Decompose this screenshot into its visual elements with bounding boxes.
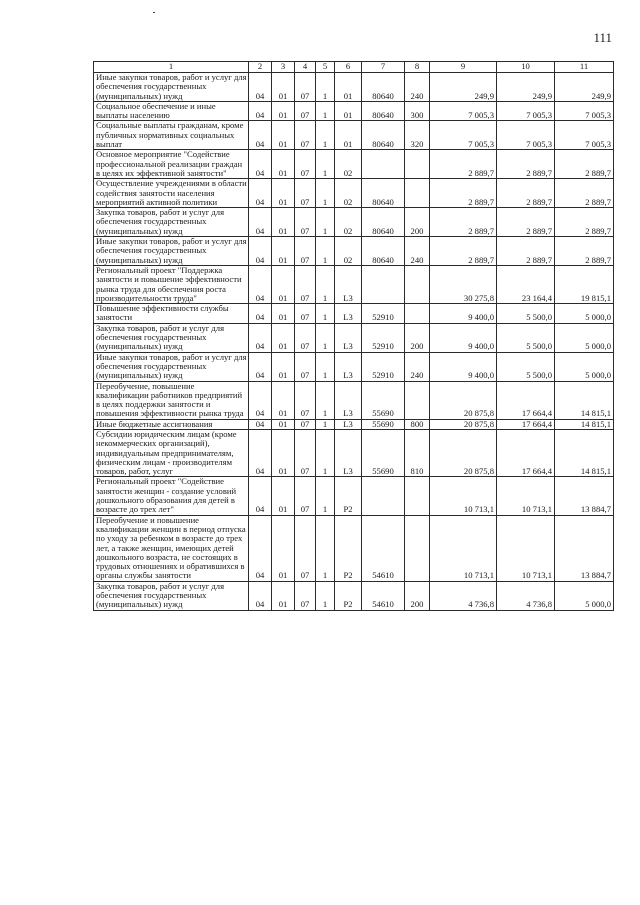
table-row [94, 581, 614, 610]
amount-year-2: 17 664,4 [497, 429, 555, 476]
section-code: 04 [249, 381, 272, 419]
activity-code: L3 [335, 352, 362, 381]
program-code: 07 [295, 419, 316, 429]
column-header: 9 [430, 62, 497, 73]
section-code: 04 [249, 419, 272, 429]
amount-year-1: 2 889,7 [430, 179, 497, 208]
header-row [94, 62, 614, 73]
direction-code [362, 150, 405, 179]
amount-year-3: 5 000,0 [555, 352, 614, 381]
table-row [94, 323, 614, 352]
direction-code: 55690 [362, 381, 405, 419]
subprogram-code: 1 [316, 150, 335, 179]
program-code: 07 [295, 265, 316, 303]
row-name: Социальное обеспечение и иные выплаты населению [94, 101, 249, 121]
amount-year-1: 2 889,7 [430, 237, 497, 266]
scan-speck [153, 12, 155, 13]
subprogram-code: 1 [316, 581, 335, 610]
amount-year-1: 2 889,7 [430, 208, 497, 237]
amount-year-2: 2 889,7 [497, 237, 555, 266]
activity-code: 01 [335, 73, 362, 102]
column-header: 1 [94, 62, 249, 73]
activity-code: L3 [335, 304, 362, 324]
subsection-code: 01 [272, 429, 295, 476]
program-code: 07 [295, 581, 316, 610]
section-code: 04 [249, 304, 272, 324]
table-row [94, 101, 614, 121]
amount-year-1: 2 889,7 [430, 150, 497, 179]
amount-year-1: 30 275,8 [430, 265, 497, 303]
expense-type-code: 320 [405, 121, 430, 150]
table-row [94, 419, 614, 429]
amount-year-3: 14 815,1 [555, 429, 614, 476]
amount-year-3: 13 884,7 [555, 515, 614, 581]
program-code: 07 [295, 477, 316, 515]
program-code: 07 [295, 101, 316, 121]
direction-code: 80640 [362, 101, 405, 121]
amount-year-2: 10 713,1 [497, 515, 555, 581]
subprogram-code: 1 [316, 419, 335, 429]
direction-code: 55690 [362, 419, 405, 429]
program-code: 07 [295, 121, 316, 150]
activity-code: L3 [335, 429, 362, 476]
program-code: 07 [295, 237, 316, 266]
column-header: 7 [362, 62, 405, 73]
row-name: Иные закупки товаров, работ и услуг для обеспечения государственных (муниципальных) нужд [94, 237, 249, 266]
amount-year-1: 9 400,0 [430, 304, 497, 324]
row-name: Социальные выплаты гражданам, кроме публичных нормативных социальных выплат [94, 121, 249, 150]
section-code: 04 [249, 121, 272, 150]
column-header: 4 [295, 62, 316, 73]
amount-year-2: 5 500,0 [497, 304, 555, 324]
section-code: 04 [249, 265, 272, 303]
subprogram-code: 1 [316, 352, 335, 381]
table-row [94, 352, 614, 381]
activity-code: 02 [335, 179, 362, 208]
table-row [94, 477, 614, 515]
subprogram-code: 1 [316, 429, 335, 476]
expense-type-code [405, 304, 430, 324]
subsection-code: 01 [272, 581, 295, 610]
column-header: 8 [405, 62, 430, 73]
expense-type-code: 300 [405, 101, 430, 121]
amount-year-1: 7 005,3 [430, 121, 497, 150]
expense-type-code: 810 [405, 429, 430, 476]
amount-year-3: 2 889,7 [555, 208, 614, 237]
row-name: Закупка товаров, работ и услуг для обеспечения государственных (муниципальных) нужд [94, 208, 249, 237]
activity-code: 02 [335, 237, 362, 266]
program-code: 07 [295, 381, 316, 419]
activity-code: 02 [335, 150, 362, 179]
activity-code: L3 [335, 381, 362, 419]
row-name: Переобучение, повышение квалификации работников предприятий в целях поддержки занятости и повышения эффективности рынка труда [94, 381, 249, 419]
section-code: 04 [249, 101, 272, 121]
table-row [94, 515, 614, 581]
direction-code: 54610 [362, 515, 405, 581]
subsection-code: 01 [272, 381, 295, 419]
column-header: 10 [497, 62, 555, 73]
subprogram-code: 1 [316, 237, 335, 266]
amount-year-2: 5 500,0 [497, 352, 555, 381]
column-header: 2 [249, 62, 272, 73]
subsection-code: 01 [272, 419, 295, 429]
subprogram-code: 1 [316, 477, 335, 515]
amount-year-3: 14 815,1 [555, 381, 614, 419]
table-header [94, 62, 614, 73]
amount-year-2: 23 164,4 [497, 265, 555, 303]
row-name: Осуществление учреждениями в области содействия занятости населения мероприятий активной политики [94, 179, 249, 208]
amount-year-3: 5 000,0 [555, 323, 614, 352]
program-code: 07 [295, 429, 316, 476]
row-name: Основное мероприятие "Содействие профессиональной реализации граждан в целях их эффективной занятости" [94, 150, 249, 179]
expense-type-code: 240 [405, 237, 430, 266]
section-code: 04 [249, 73, 272, 102]
amount-year-2: 7 005,3 [497, 121, 555, 150]
budget-table [93, 61, 614, 611]
activity-code: 01 [335, 121, 362, 150]
amount-year-1: 20 875,8 [430, 429, 497, 476]
table-row [94, 265, 614, 303]
section-code: 04 [249, 515, 272, 581]
activity-code: L3 [335, 419, 362, 429]
column-header: 3 [272, 62, 295, 73]
amount-year-2: 2 889,7 [497, 179, 555, 208]
expense-type-code [405, 265, 430, 303]
subsection-code: 01 [272, 150, 295, 179]
section-code: 04 [249, 323, 272, 352]
expense-type-code: 240 [405, 73, 430, 102]
subsection-code: 01 [272, 73, 295, 102]
section-code: 04 [249, 208, 272, 237]
direction-code: 52910 [362, 304, 405, 324]
subsection-code: 01 [272, 477, 295, 515]
direction-code [362, 477, 405, 515]
amount-year-1: 9 400,0 [430, 352, 497, 381]
table-row [94, 179, 614, 208]
amount-year-2: 17 664,4 [497, 419, 555, 429]
table-row [94, 429, 614, 476]
table-row [94, 121, 614, 150]
row-name: Закупка товаров, работ и услуг для обеспечения государственных (муниципальных) нужд [94, 323, 249, 352]
expense-type-code [405, 179, 430, 208]
amount-year-2: 5 500,0 [497, 323, 555, 352]
amount-year-3: 2 889,7 [555, 179, 614, 208]
amount-year-2: 2 889,7 [497, 150, 555, 179]
subsection-code: 01 [272, 323, 295, 352]
activity-code: P2 [335, 477, 362, 515]
program-code: 07 [295, 73, 316, 102]
subprogram-code: 1 [316, 265, 335, 303]
row-name: Повышение эффективности службы занятости [94, 304, 249, 324]
amount-year-2: 17 664,4 [497, 381, 555, 419]
expense-type-code [405, 477, 430, 515]
section-code: 04 [249, 237, 272, 266]
expense-type-code: 240 [405, 352, 430, 381]
subsection-code: 01 [272, 237, 295, 266]
subsection-code: 01 [272, 101, 295, 121]
row-name: Иные закупки товаров, работ и услуг для обеспечения государственных (муниципальных) нужд [94, 352, 249, 381]
table-row [94, 304, 614, 324]
amount-year-2: 10 713,1 [497, 477, 555, 515]
activity-code: P2 [335, 581, 362, 610]
amount-year-1: 10 713,1 [430, 477, 497, 515]
subsection-code: 01 [272, 265, 295, 303]
table-row [94, 208, 614, 237]
amount-year-3: 14 815,1 [555, 419, 614, 429]
activity-code: 01 [335, 101, 362, 121]
amount-year-1: 4 736,8 [430, 581, 497, 610]
subprogram-code: 1 [316, 73, 335, 102]
expense-type-code: 800 [405, 419, 430, 429]
amount-year-1: 20 875,8 [430, 419, 497, 429]
row-name: Переобучение и повышение квалификации женщин в период отпуска по уходу за ребенком в возрасте до трех лет, а также женщин, имеющих детей дошкольного возраста, не состоящих в трудовых отношениях и обратившихся в органы службы занятости [94, 515, 249, 581]
amount-year-2: 4 736,8 [497, 581, 555, 610]
column-header: 5 [316, 62, 335, 73]
activity-code: L3 [335, 323, 362, 352]
activity-code: P2 [335, 515, 362, 581]
amount-year-3: 13 884,7 [555, 477, 614, 515]
subsection-code: 01 [272, 352, 295, 381]
expense-type-code: 200 [405, 581, 430, 610]
column-header: 6 [335, 62, 362, 73]
direction-code: 80640 [362, 237, 405, 266]
section-code: 04 [249, 581, 272, 610]
subprogram-code: 1 [316, 381, 335, 419]
amount-year-3: 5 000,0 [555, 304, 614, 324]
program-code: 07 [295, 208, 316, 237]
row-name: Субсидии юридическим лицам (кроме некоммерческих организаций), индивидуальным предпринимателям, физическим лицам - производителям товаров, работ, услуг [94, 429, 249, 476]
subsection-code: 01 [272, 121, 295, 150]
direction-code: 52910 [362, 352, 405, 381]
amount-year-1: 9 400,0 [430, 323, 497, 352]
direction-code: 54610 [362, 581, 405, 610]
row-name: Закупка товаров, работ и услуг для обеспечения государственных (муниципальных) нужд [94, 581, 249, 610]
amount-year-2: 2 889,7 [497, 208, 555, 237]
amount-year-1: 10 713,1 [430, 515, 497, 581]
amount-year-2: 7 005,3 [497, 101, 555, 121]
expense-type-code: 200 [405, 208, 430, 237]
amount-year-1: 20 875,8 [430, 381, 497, 419]
subprogram-code: 1 [316, 323, 335, 352]
program-code: 07 [295, 304, 316, 324]
expense-type-code [405, 515, 430, 581]
row-name: Региональный проект "Содействие занятости женщин - создание условий дошкольного образования для детей в возрасте до трех лет" [94, 477, 249, 515]
direction-code: 80640 [362, 208, 405, 237]
subprogram-code: 1 [316, 121, 335, 150]
subprogram-code: 1 [316, 179, 335, 208]
table-row [94, 73, 614, 102]
expense-type-code [405, 381, 430, 419]
direction-code [362, 265, 405, 303]
section-code: 04 [249, 352, 272, 381]
amount-year-1: 249,9 [430, 73, 497, 102]
subsection-code: 01 [272, 179, 295, 208]
amount-year-2: 249,9 [497, 73, 555, 102]
section-code: 04 [249, 150, 272, 179]
subprogram-code: 1 [316, 515, 335, 581]
section-code: 04 [249, 477, 272, 515]
expense-type-code [405, 150, 430, 179]
section-code: 04 [249, 429, 272, 476]
program-code: 07 [295, 323, 316, 352]
direction-code: 52910 [362, 323, 405, 352]
direction-code: 55690 [362, 429, 405, 476]
amount-year-3: 249,9 [555, 73, 614, 102]
subsection-code: 01 [272, 515, 295, 581]
activity-code: 02 [335, 208, 362, 237]
table-row [94, 150, 614, 179]
subsection-code: 01 [272, 304, 295, 324]
amount-year-3: 19 815,1 [555, 265, 614, 303]
amount-year-3: 5 000,0 [555, 581, 614, 610]
section-code: 04 [249, 179, 272, 208]
program-code: 07 [295, 179, 316, 208]
program-code: 07 [295, 352, 316, 381]
subprogram-code: 1 [316, 101, 335, 121]
direction-code: 80640 [362, 121, 405, 150]
table-body [94, 73, 614, 611]
amount-year-3: 7 005,3 [555, 121, 614, 150]
row-name: Региональный проект "Поддержка занятости и повышение эффективности рынка труда для обеспечения роста производительности труда" [94, 265, 249, 303]
row-name: Иные закупки товаров, работ и услуг для обеспечения государственных (муниципальных) нужд [94, 73, 249, 102]
program-code: 07 [295, 150, 316, 179]
amount-year-1: 7 005,3 [430, 101, 497, 121]
table-row [94, 237, 614, 266]
direction-code: 80640 [362, 179, 405, 208]
program-code: 07 [295, 515, 316, 581]
amount-year-3: 2 889,7 [555, 150, 614, 179]
activity-code: L3 [335, 265, 362, 303]
expense-type-code: 200 [405, 323, 430, 352]
subsection-code: 01 [272, 208, 295, 237]
row-name: Иные бюджетные ассигнования [94, 419, 249, 429]
direction-code: 80640 [362, 73, 405, 102]
amount-year-3: 7 005,3 [555, 101, 614, 121]
subprogram-code: 1 [316, 208, 335, 237]
column-header: 11 [555, 62, 614, 73]
table-row [94, 381, 614, 419]
subprogram-code: 1 [316, 304, 335, 324]
page-number: 111 [593, 30, 612, 45]
amount-year-3: 2 889,7 [555, 237, 614, 266]
